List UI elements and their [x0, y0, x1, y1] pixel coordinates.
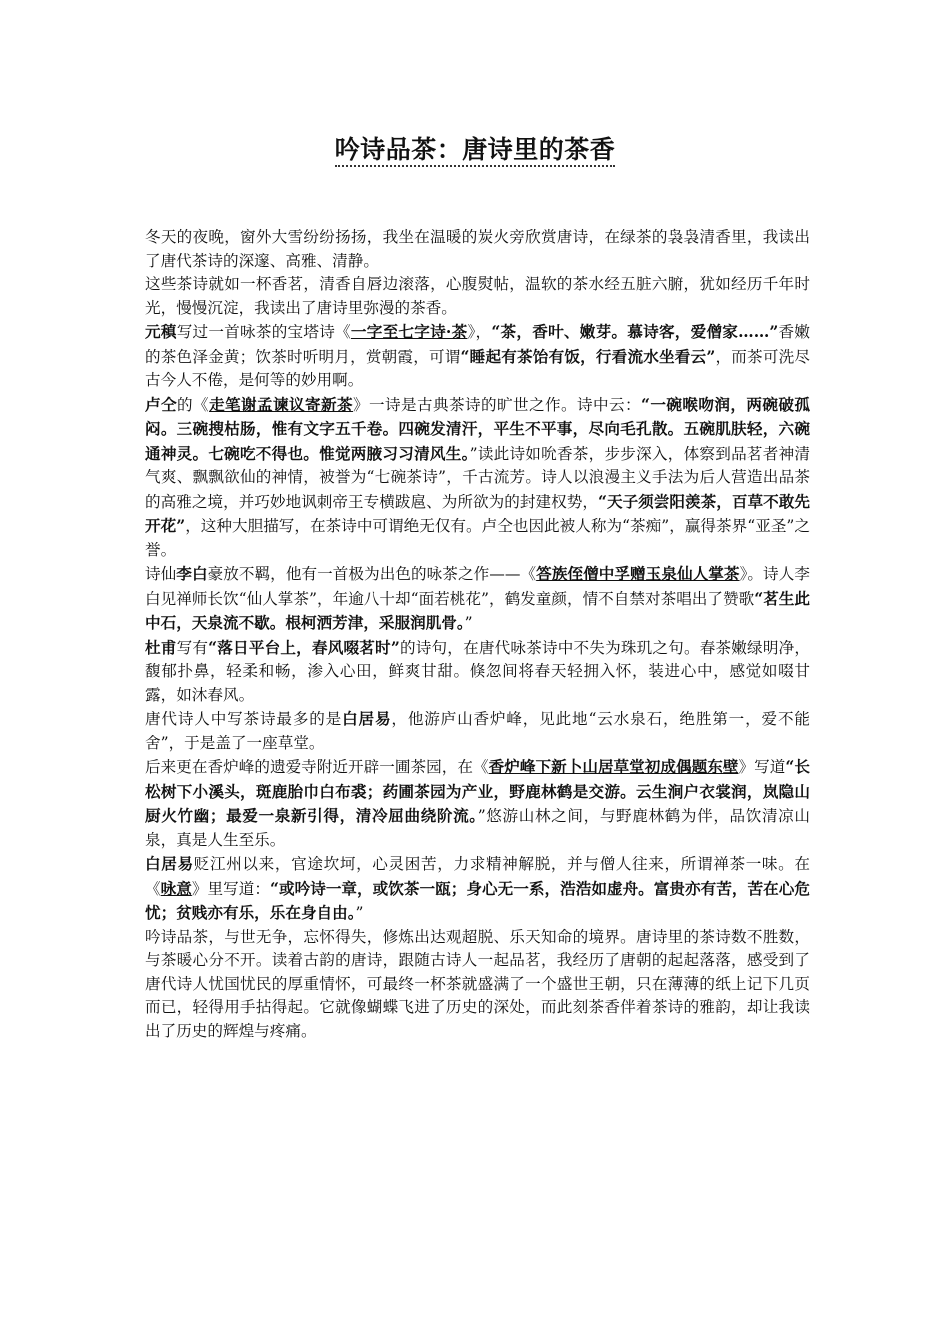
- poem-title-link: 走笔谢孟谏议寄新茶: [209, 394, 353, 414]
- poem-title-link: 咏意: [160, 878, 192, 898]
- body-text: ，他游庐山香炉峰，见此地“云水泉石，绝胜第一，爱不能舍”，于是盖了一座草堂。: [145, 710, 810, 752]
- body-text: 豪放不羁，他有一首极为出色的咏茶之作——《: [207, 565, 537, 583]
- body-text: 》，: [467, 323, 492, 341]
- paragraph: [145, 320, 810, 393]
- document-title: [0, 133, 950, 167]
- body-text: 写有: [176, 638, 209, 657]
- body-text: 唐代诗人中写茶诗最多的是: [145, 710, 343, 728]
- poem-title-link: 答族侄僧中孚赠玉泉仙人掌茶: [536, 564, 740, 583]
- paragraph: [145, 273, 810, 320]
- body-text: 的《: [177, 395, 209, 414]
- bold-text: 李白: [176, 564, 208, 583]
- poem-title-link: 一字至七字诗·茶: [350, 322, 468, 341]
- body-text: 》一诗是古典茶诗的旷世之作。诗中云：: [353, 395, 641, 414]
- body-text: ”读此诗如吮香茶，步步深入，体察到品茗者神清气爽、飘飘欲仙的神情，被誉为“七碗茶诗”，千古流芳。诗人以浪漫主义手法为后人营造出品茶的高雅之境，并巧妙地讽刺帝王专横跋扈、为所欲为的封建权势，: [145, 444, 810, 511]
- paragraph: [145, 926, 810, 1044]
- body-text: 吟诗品茶，与世无争，忘怀得失，修炼出达观超脱、乐天知命的境界。唐诗里的茶诗数不胜数，与茶暖心分不开。读着古韵的唐诗，跟随古诗人一起品茗，我经历了唐朝的起起落落，感受到了唐代诗人忧国忧民的厚重情怀，可最终一杯茶就盛满了一个盛世王朝，只在薄薄的纸上记下几页而已，轻得用手拈得起。它就像蝴蝶飞进了历史的深处，而此刻茶香伴着茶诗的雅韵，却让我读出了历史的辉煌与疼痛。: [145, 927, 810, 1040]
- body-text: 》写道: [738, 758, 786, 776]
- body-text: 贬江州以来，官途坎坷，心灵困苦，力求精神解脱，并与僧人往来，所谓禅茶一味。在《: [145, 855, 810, 898]
- body-text: ，这种大胆描写，在茶诗中可谓绝无仅有。卢仝也因此被人称为“茶痴”，赢得茶界“亚圣”之誉。: [145, 517, 810, 559]
- bold-text: 元稹: [145, 322, 177, 341]
- paragraph: [145, 707, 810, 755]
- bold-text: 白居易: [145, 854, 194, 873]
- body-text: ”: [355, 904, 364, 922]
- body-text: 》。诗人李白见禅师长饮“仙人掌茶”，年逾八十却“面若桃花”，鹤发童颜，情不自禁对茶唱出了赞歌: [145, 565, 810, 608]
- bold-text: “天子须尝阳羡茶，百草不敢先开花”: [145, 491, 810, 535]
- paragraph: [145, 562, 810, 636]
- paragraph: [145, 226, 810, 273]
- bold-text: “茶，香叶、嫩芽。慕诗客，爱僧家……”: [491, 322, 779, 341]
- bold-text: “睡起有茶饴有饭，行看流水坐看云”: [460, 346, 716, 366]
- body-text: ”悠游山林之间，与野鹿林鹤为伴，品饮清凉山泉，真是人生至乐。: [145, 807, 810, 849]
- body-text: 》里写道：: [191, 879, 270, 898]
- bold-text: 白居易: [342, 709, 392, 728]
- paragraph: [145, 755, 810, 852]
- bold-text: “落日平台上，春风啜茗时”: [208, 637, 400, 657]
- body-text: 写过一首咏茶的宝塔诗《: [176, 323, 351, 341]
- document-body: [145, 226, 810, 1043]
- body-text: 诗仙: [145, 565, 177, 583]
- body-text: 这些茶诗就如一杯香茗，清香自唇边滚落，心腹熨帖，温软的茶水经五脏六腑，犹如经历千年时光，慢慢沉淀，我读出了唐诗里弥漫的茶香。: [145, 275, 810, 317]
- body-text: 冬天的夜晚，窗外大雪纷纷扬扬，我坐在温暖的炭火旁欣赏唐诗，在绿茶的袅袅清香里，我读出了唐代茶诗的深邃、高雅、清静。: [145, 228, 810, 270]
- bold-text: “一碗喉吻润，两碗破孤闷。三碗搜枯肠，惟有文字五千卷。四碗发清汗，平生不平事，尽向毛孔散。五碗肌肤轻，六碗通神灵。七碗吃不得也。惟觉两腋习习清风生。: [145, 394, 810, 463]
- body-text: 的诗句，在唐代咏茶诗中不失为珠玑之句。春茶嫩绿明净，馥郁扑鼻，轻柔和畅，渗入心田，鲜爽甘甜。倏忽间将春天轻拥入怀，装进心中，感觉如啜甘露，如沐春风。: [145, 638, 810, 704]
- bold-text: 卢仝: [145, 394, 177, 414]
- paragraph: [145, 852, 810, 926]
- bold-text: “长松树下小溪头，斑鹿胎巾白布裘；药圃茶园为产业，野鹿林鹤是交游。云生涧户衣裳润，岚隐山厨火竹幽；最爱一泉新引得，清冷屈曲绕阶流。: [145, 757, 810, 825]
- bold-text: “或吟诗一章，或饮茶一瓯；身心无一系，浩浩如虚舟。富贵亦有苦，苦在心危忧；贫贱亦有乐，乐在身自由。: [145, 878, 810, 922]
- body-text: ，而茶可洗尽古今人不倦，是何等的妙用啊。: [145, 347, 810, 389]
- paragraph: [145, 393, 810, 563]
- body-text: 香嫩的茶色泽金黄；饮茶时听明月，赏朝霞，可谓: [145, 323, 810, 366]
- title-text: 吟诗品茶：唐诗里的茶香: [335, 135, 616, 167]
- bold-text: 杜甫: [145, 637, 177, 657]
- poem-title-link: 香炉峰下新卜山居草堂初成偶题东壁: [488, 757, 739, 776]
- bold-text: “茗生此中石，天泉流不歇。根柯洒芳津，采服润肌骨。: [145, 588, 810, 632]
- body-text: 后来更在香炉峰的遗爱寺附近开辟一圃茶园，在《: [145, 758, 489, 776]
- body-text: ”: [464, 614, 473, 632]
- paragraph: [145, 636, 810, 708]
